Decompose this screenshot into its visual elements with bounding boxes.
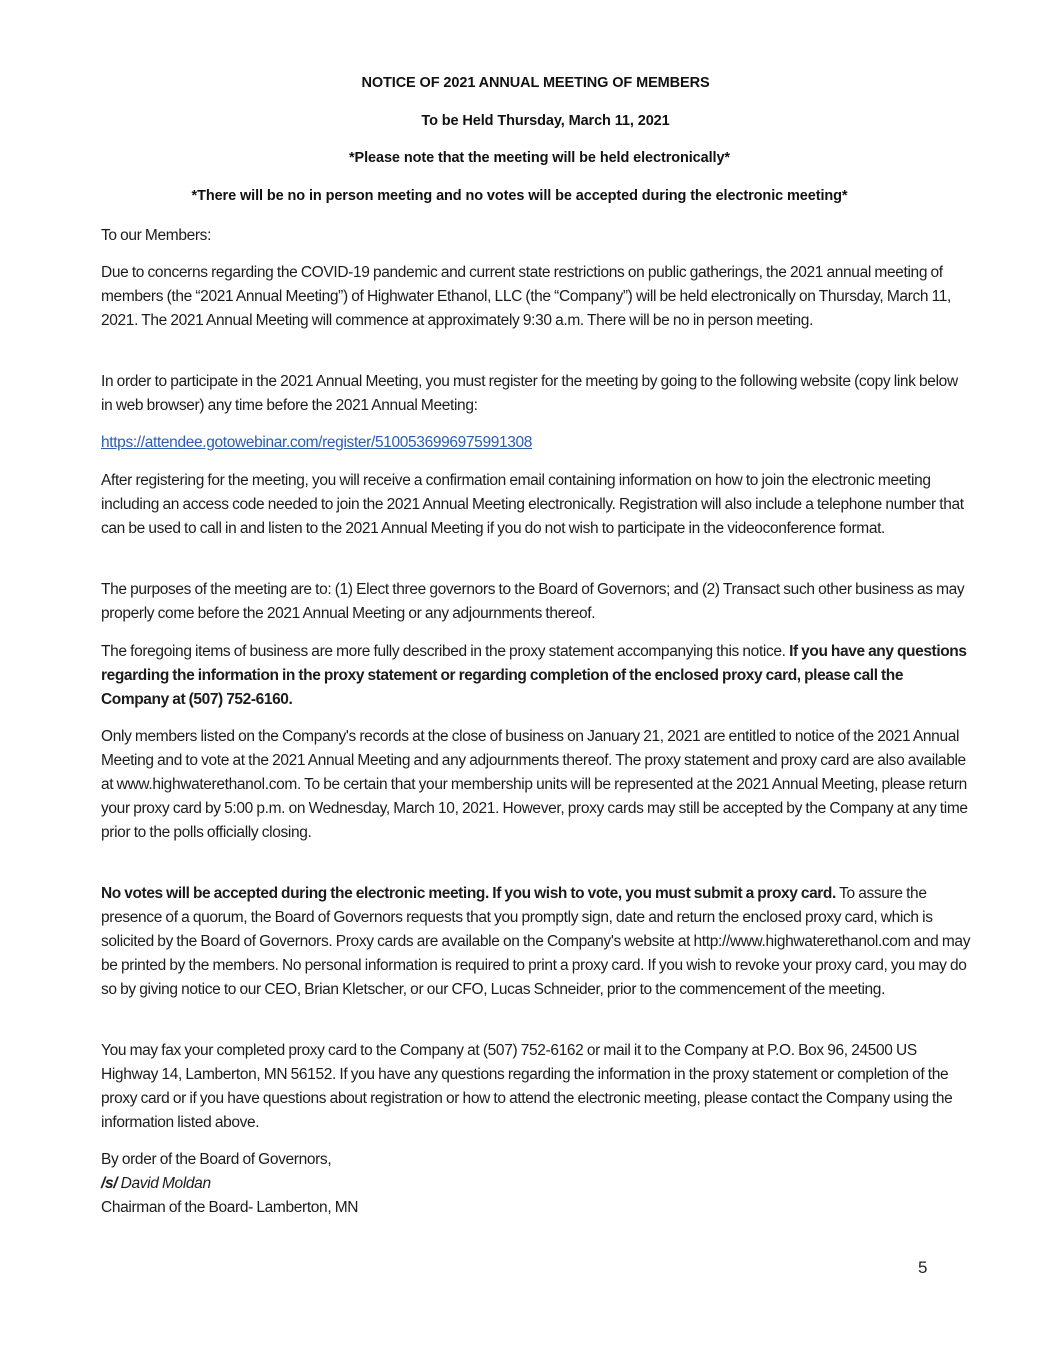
- quorum-text: To assure the presence of a quorum, the Board of Governors requests that you promptly sign, date and return the enclosed proxy card, which is solicited by the Board of Governors. Proxy cards are available on the Company's website at http://www.highwaterethanol.com and may be printed by the members. No personal information is required to print a proxy card. If you wish to revoke your proxy card, you may do so by giving notice to our CEO, Brian Kletscher, or our CFO, Lucas Schneider, prior to the commencement of the meeting.: [101, 885, 971, 998]
- signature-block: [101, 1148, 971, 1220]
- paragraph-meeting-purposes: The purposes of the meeting are to: (1) Elect three governors to the Board of Governors; and (2) Transact such other business as may properly come before the 2021 Annual Meeting or any adjournments thereof.: [101, 581, 965, 622]
- registration-link[interactable]: https://attendee.gotowebinar.com/register/5100536996975991308: [101, 434, 533, 451]
- paragraph-confirmation-email: After registering for the meeting, you will receive a confirmation email containing information on how to join the electronic meeting including an access code needed to join the 2021 Annual Meeting electronically. Registration will also include a telephone number that can be used to call in and listen to the 2021 Annual Meeting if you do not wish to participate in the videoconference format.: [101, 472, 964, 537]
- electronic-meeting-note: *Please note that the meeting will be held electronically*: [349, 150, 730, 166]
- no-votes-bold: No votes will be accepted during the electronic meeting. If you wish to vote, you must submit a proxy card.: [101, 885, 836, 902]
- paragraph-registration-instructions: In order to participate in the 2021 Annual Meeting, you must register for the meeting by going to the following website (copy link below in web browser) any time before the 2021 Annual Meeting:: [101, 373, 958, 414]
- registration-link-container: [101, 431, 971, 455]
- paragraph-record-date: Only members listed on the Company's records at the close of business on January 21, 2021 are entitled to notice of the 2021 Annual Meeting and to vote at the 2021 Annual Meeting and any adjournments thereof. The proxy statement and proxy card are also available at www.highwaterethanol.com. To be certain that your membership units will be represented at the 2021 Annual Meeting, please return your proxy card by 5:00 p.m. on Wednesday, March 10, 2021. However, proxy cards may still be accepted by the Company at any time prior to the polls officially closing.: [101, 728, 968, 841]
- greeting: To our Members:: [101, 227, 212, 244]
- proxy-statement-text: The foregoing items of business are more fully described in the proxy statement accompanying this notice.: [101, 643, 790, 660]
- signatory-title: Chairman of the Board- Lamberton, MN: [101, 1199, 359, 1216]
- paragraph-voting: [101, 882, 971, 1002]
- no-in-person-note: *There will be no in person meeting and no votes will be accepted during the electronic meeting*: [191, 188, 848, 204]
- signature-order-line: By order of the Board of Governors,: [101, 1151, 332, 1168]
- signatory-name: David Moldan: [120, 1175, 211, 1192]
- paragraph-covid-notice: Due to concerns regarding the COVID-19 pandemic and current state restrictions on public gatherings, the 2021 annual meeting of members (the “2021 Annual Meeting”) of Highwater Ethanol, LLC (the “Company”) will be held electronically on Thursday, March 11, 2021. The 2021 Annual Meeting will commence at approximately 9:30 a.m. There will be no in person meeting.: [101, 264, 951, 329]
- meeting-date-heading: To be Held Thursday, March 11, 2021: [421, 113, 670, 129]
- signature-line: [101, 1172, 971, 1196]
- paragraph-fax-mail: You may fax your completed proxy card to the Company at (507) 752-6162 or mail it to the Company at P.O. Box 96, 24500 US Highway 14, Lamberton, MN 56152. If you have any questions regarding the information in the proxy statement or completion of the proxy card or if you have questions about registration or how to attend the electronic meeting, please contact the Company using the information listed above.: [101, 1042, 953, 1131]
- proxy-questions-bold: If you have any questions regarding the information in the proxy statement or regarding completion of the enclosed proxy card, please call the Company at (507) 752-6160.: [101, 643, 967, 708]
- notice-title: NOTICE OF 2021 ANNUAL MEETING OF MEMBERS: [361, 75, 710, 91]
- paragraph-proxy-statement: [101, 640, 971, 712]
- signature-slash: /s/: [101, 1175, 118, 1192]
- page-number: 5: [918, 1258, 928, 1277]
